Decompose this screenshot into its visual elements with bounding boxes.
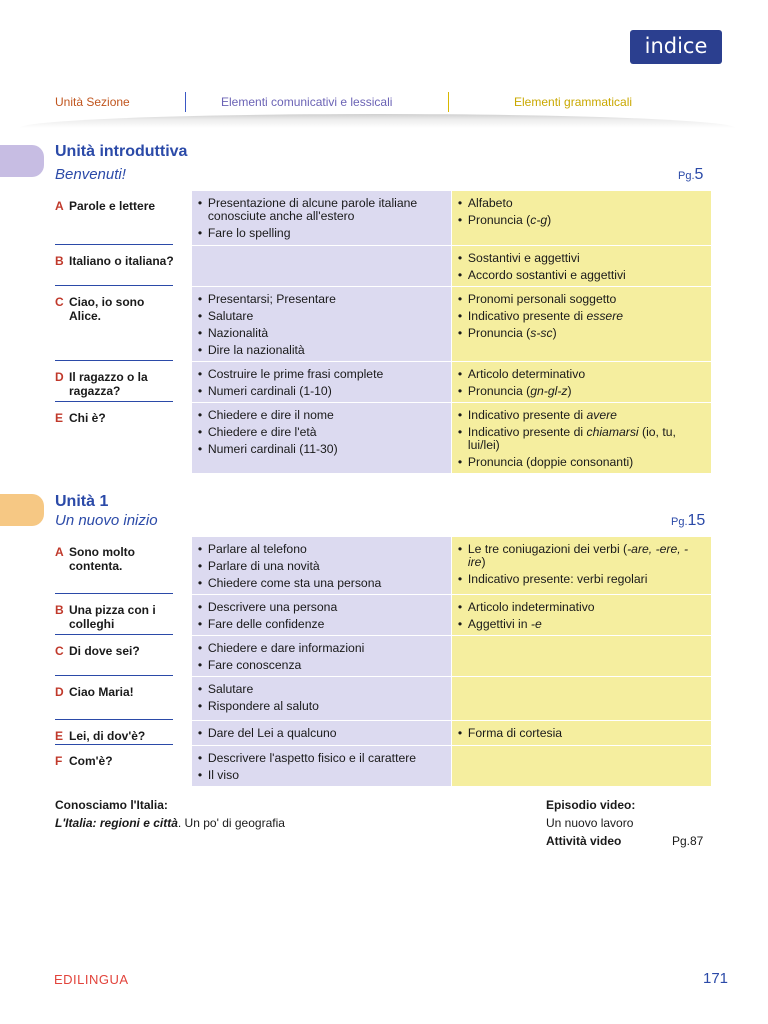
list-item: • Nazionalità: [198, 327, 445, 340]
communicative-elements-cell: [192, 721, 451, 745]
section-label: [55, 721, 183, 745]
communicative-elements-cell: [192, 746, 451, 786]
list-item: • Descrivere una persona: [198, 601, 445, 614]
list-item: • Presentarsi; Presentare: [198, 293, 445, 306]
section-title: Una pizza con i colleghi: [69, 603, 156, 631]
list-item: • Sostantivi e aggettivi: [458, 252, 705, 265]
grammar-elements-cell: [452, 287, 711, 361]
list-item: • Pronuncia (doppie consonanti): [458, 456, 705, 469]
list-item: • Parlare al telefono: [198, 543, 445, 556]
grammar-elements-cell: [452, 191, 711, 245]
list-item: • Fare delle confidenze: [198, 618, 445, 631]
list-item: • Il viso: [198, 769, 445, 782]
unit-subtitle: Benvenuti!: [55, 166, 126, 183]
list-item: • Numeri cardinali (11-30): [198, 443, 445, 456]
publisher-logo: EDILINGUA: [54, 972, 129, 987]
list-item: • Chiedere come sta una persona: [198, 577, 445, 590]
section-title: Sono molto contenta.: [69, 545, 135, 573]
section-label: [55, 537, 183, 594]
list-item: • Pronomi personali soggetto: [458, 293, 705, 306]
section-letter: F: [55, 754, 63, 768]
indice-tab[interactable]: indice: [630, 30, 722, 64]
section-title: Parole e lettere: [69, 199, 156, 213]
unit-side-tab: [0, 145, 44, 177]
list-item: • Chiedere e dire l'età: [198, 426, 445, 439]
section-letter: A: [55, 545, 64, 559]
episodio-label: Episodio video:: [546, 798, 636, 812]
list-item: • Chiedere e dare informazioni: [198, 642, 445, 655]
section-label: [55, 191, 183, 245]
grammar-elements-cell: [452, 362, 711, 402]
list-item: • Aggettivi in -e: [458, 618, 705, 631]
list-item: • Dire la nazionalità: [198, 344, 445, 357]
communicative-elements-cell: [192, 362, 451, 402]
section-label: [55, 595, 183, 635]
list-item: • Indicativo presente di essere: [458, 310, 705, 323]
section-title: Lei, di dov'è?: [69, 729, 146, 743]
section-letter: C: [55, 295, 64, 309]
grammar-elements-cell: [452, 537, 711, 594]
grammar-elements-cell: [452, 403, 711, 473]
list-item: • Fare lo spelling: [198, 227, 445, 240]
communicative-elements-cell: [192, 191, 451, 245]
section-label: [55, 746, 183, 786]
column-header-grammaticali: Elementi grammaticali: [514, 95, 633, 109]
attivita-label: Attività video: [546, 834, 622, 848]
list-item: • Rispondere al saluto: [198, 700, 445, 713]
section-letter: C: [55, 644, 64, 658]
section-letter: D: [55, 685, 64, 699]
list-item: • Pronuncia (s-sc): [458, 327, 705, 340]
conosciamo-text: L'Italia: regioni e città. Un po' di geografia: [55, 816, 285, 830]
section-title: Italiano o italiana?: [69, 254, 174, 268]
grammar-elements-cell: [452, 246, 711, 286]
episodio-value: Un nuovo lavoro: [546, 816, 634, 830]
grammar-elements-cell: [452, 721, 711, 745]
unit-title: Unità introduttiva: [55, 143, 188, 160]
list-item: • Costruire le prime frasi complete: [198, 368, 445, 381]
header-shadow-divider: [20, 114, 735, 128]
column-header-unita: Unità Sezione: [55, 95, 130, 109]
list-item: • Le tre coniugazioni dei verbi (-are, -ere, -ire): [458, 543, 705, 569]
section-row: [55, 721, 711, 745]
list-item: • Pronuncia (gn-gl-z): [458, 385, 705, 398]
conosciamo-label: Conosciamo l'Italia:: [55, 798, 168, 812]
column-divider: [185, 92, 186, 112]
section-label: [55, 246, 183, 286]
section-row: [55, 287, 711, 361]
list-item: • Numeri cardinali (1-10): [198, 385, 445, 398]
communicative-elements-cell: [192, 677, 451, 720]
attivita-page-ref[interactable]: Pg.87: [672, 834, 704, 848]
list-item: • Accordo sostantivi e aggettivi: [458, 269, 705, 282]
list-item: • Presentazione di alcune parole italiane conosciute anche all'estero: [198, 197, 445, 223]
list-item: • Salutare: [198, 683, 445, 696]
section-letter: E: [55, 729, 64, 743]
grammar-elements-cell: [452, 677, 711, 720]
communicative-elements-cell: [192, 636, 451, 676]
unit-title: Unità 1: [55, 493, 109, 510]
list-item: • Alfabeto: [458, 197, 705, 210]
section-row: [55, 403, 711, 473]
section-label: [55, 362, 183, 402]
section-letter: A: [55, 199, 64, 213]
section-title: Ciao, io sono Alice.: [69, 295, 145, 323]
column-divider: [448, 92, 449, 112]
section-letter: B: [55, 254, 64, 268]
communicative-elements-cell: [192, 246, 451, 286]
section-row: [55, 537, 711, 594]
section-row: [55, 677, 711, 720]
section-letter: B: [55, 603, 64, 617]
communicative-elements-cell: [192, 403, 451, 473]
list-item: • Descrivere l'aspetto fisico e il carattere: [198, 752, 445, 765]
list-item: • Fare conoscenza: [198, 659, 445, 672]
communicative-elements-cell: [192, 537, 451, 594]
communicative-elements-cell: [192, 595, 451, 635]
unit-subtitle: Un nuovo inizio: [55, 512, 158, 529]
list-item: • Articolo determinativo: [458, 368, 705, 381]
section-label: [55, 677, 183, 720]
section-row: [55, 362, 711, 402]
unit-page-ref[interactable]: Pg.5: [678, 166, 704, 183]
page-number: 171: [703, 970, 729, 987]
section-label: [55, 636, 183, 676]
list-item: • Parlare di una novità: [198, 560, 445, 573]
unit-side-tab: [0, 494, 44, 526]
list-item: • Forma di cortesia: [458, 727, 705, 740]
grammar-elements-cell: [452, 746, 711, 786]
list-item: • Indicativo presente: verbi regolari: [458, 573, 705, 586]
list-item: • Indicativo presente di avere: [458, 409, 705, 422]
list-item: • Salutare: [198, 310, 445, 323]
communicative-elements-cell: [192, 287, 451, 361]
section-title: Il ragazzo o la ragazza?: [69, 370, 148, 398]
section-row: [55, 636, 711, 676]
list-item: • Pronuncia (c-g): [458, 214, 705, 227]
list-item: • Chiedere e dire il nome: [198, 409, 445, 422]
section-row: [55, 746, 711, 786]
section-title: Ciao Maria!: [69, 685, 134, 699]
section-row: [55, 246, 711, 286]
section-title: Di dove sei?: [69, 644, 140, 658]
section-row: [55, 595, 711, 635]
list-item: • Dare del Lei a qualcuno: [198, 727, 445, 740]
section-row: [55, 191, 711, 245]
section-label: [55, 287, 183, 361]
list-item: • Indicativo presente di chiamarsi (io, tu, lui/lei): [458, 426, 705, 452]
grammar-elements-cell: [452, 595, 711, 635]
list-item: • Articolo indeterminativo: [458, 601, 705, 614]
section-title: Chi è?: [69, 411, 106, 425]
section-letter: E: [55, 411, 64, 425]
section-title: Com'è?: [69, 754, 113, 768]
section-label: [55, 403, 183, 473]
section-letter: D: [55, 370, 64, 384]
grammar-elements-cell: [452, 636, 711, 676]
column-header-comunicativi: Elementi comunicativi e lessicali: [221, 95, 393, 109]
unit-page-ref[interactable]: Pg.15: [671, 512, 706, 529]
